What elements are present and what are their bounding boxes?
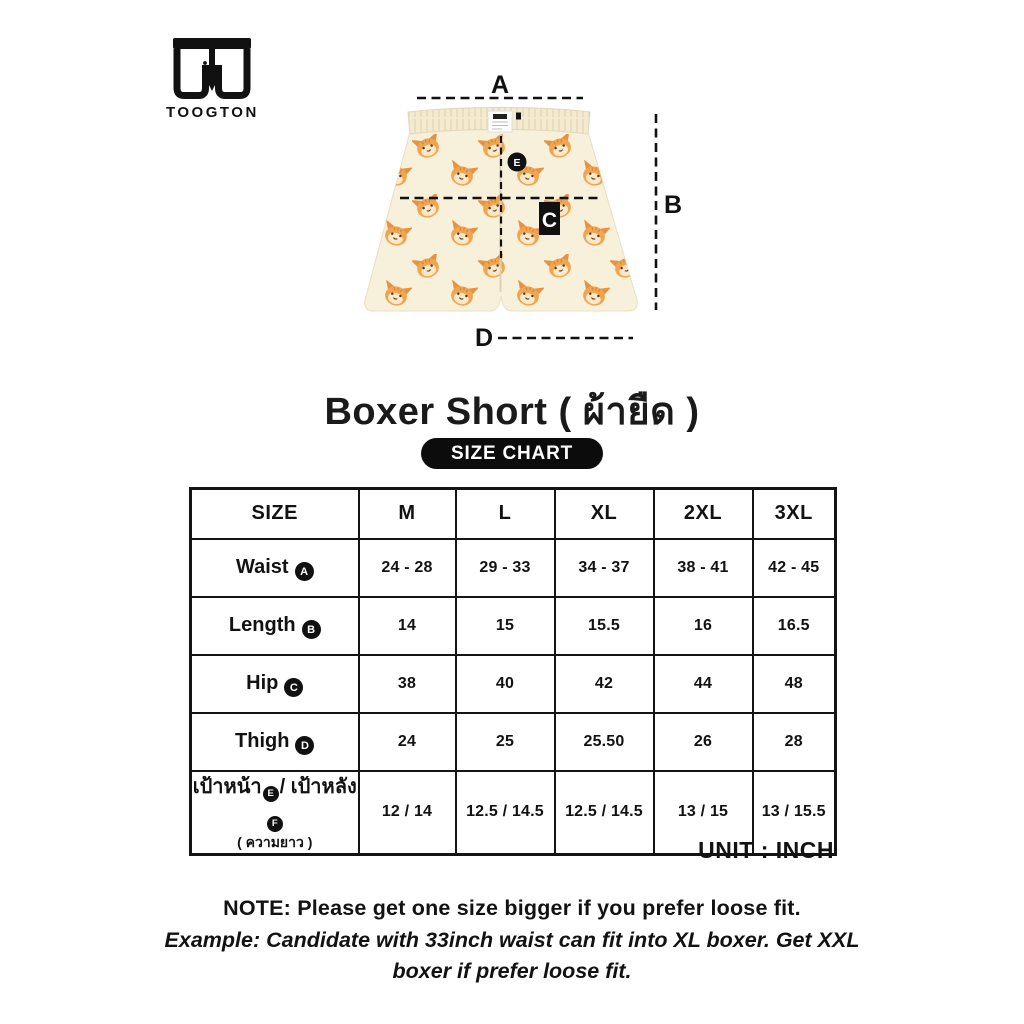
brand-logo	[166, 38, 258, 121]
table-cell: 28	[753, 713, 836, 771]
table-cell: 24 - 28	[359, 539, 456, 597]
table-row-length	[191, 597, 836, 655]
table-cell: 13 / 15.5	[753, 771, 836, 855]
table-cell: 12.5 / 14.5	[555, 771, 654, 855]
table-cell: 34 - 37	[555, 539, 654, 597]
table-cell: 25.50	[555, 713, 654, 771]
row-label-hip	[191, 655, 359, 713]
note-line1: NOTE: Please get one size bigger if you prefer loose fit.	[223, 896, 801, 920]
boxer-shorts-logo-icon	[172, 38, 252, 100]
measure-label-c: C	[541, 209, 558, 232]
marker-badge-b: B	[302, 620, 321, 639]
table-cell: 38 - 41	[654, 539, 753, 597]
table-cell: 48	[753, 655, 836, 713]
label-front-crotch: เป้าหน้า	[192, 775, 262, 798]
measure-label-d: D	[474, 324, 494, 352]
column-header-3xl: 3XL	[753, 489, 836, 539]
row-label-thigh	[191, 713, 359, 771]
note-line2: Example: Candidate with 33inch waist can fit into XL boxer. Get XXL boxer if prefer loose fit.	[164, 928, 860, 983]
table-cell: 40	[456, 655, 555, 713]
label-length-sub: ( ความยาว )	[237, 833, 313, 850]
table-cell: 12 / 14	[359, 771, 456, 855]
brand-name: TOOGTON	[166, 104, 259, 121]
row-label-waist	[191, 539, 359, 597]
table-row-hip	[191, 655, 836, 713]
table-row-thigh	[191, 713, 836, 771]
marker-badge-e: E	[263, 786, 279, 802]
column-header-2xl: 2XL	[654, 489, 753, 539]
table-cell: 15.5	[555, 597, 654, 655]
marker-badge-f: F	[267, 816, 283, 832]
label-back-crotch: เป้าหลัง	[290, 775, 357, 798]
table-cell: 24	[359, 713, 456, 771]
table-row-waist	[191, 539, 836, 597]
row-label-text: Length	[228, 613, 296, 636]
row-label-length	[191, 597, 359, 655]
table-cell: 26	[654, 713, 753, 771]
size-chart-table	[189, 487, 837, 856]
table-cell: 16	[654, 597, 753, 655]
measure-label-b: B	[663, 191, 683, 219]
column-header-l: L	[456, 489, 555, 539]
row-label-text: Thigh	[235, 729, 290, 752]
unit-label: UNIT : INCH	[698, 837, 834, 863]
marker-badge-c: C	[284, 678, 303, 697]
marker-badge-a: A	[295, 562, 314, 581]
measurement-diagram	[340, 70, 690, 360]
table-cell: 25	[456, 713, 555, 771]
table-cell: 16.5	[753, 597, 836, 655]
row-label-text: Hip	[246, 671, 279, 694]
table-cell: 29 - 33	[456, 539, 555, 597]
marker-badge-d: D	[295, 736, 314, 755]
table-cell: 42	[555, 655, 654, 713]
table-cell: 13 / 15	[654, 771, 753, 855]
row-label-text	[193, 776, 357, 828]
column-header-m: M	[359, 489, 456, 539]
measure-label-e: E	[513, 157, 521, 169]
size-chart-badge: SIZE CHART	[421, 438, 603, 469]
table-cell: 14	[359, 597, 456, 655]
table-header-row	[191, 489, 836, 539]
table-cell: 12.5 / 14.5	[456, 771, 555, 855]
row-label-text: Waist	[235, 555, 289, 578]
measure-label-a: A	[490, 71, 510, 99]
table-cell: 44	[654, 655, 753, 713]
table-cell: 15	[456, 597, 555, 655]
column-header-xl: XL	[555, 489, 654, 539]
column-header-size: SIZE	[191, 489, 359, 539]
label-separator: /	[279, 775, 291, 798]
boxer-shorts-illustration	[340, 70, 690, 360]
table-cell: 38	[359, 655, 456, 713]
note-section	[0, 896, 1024, 986]
product-title: Boxer Short ( ผ้ายืด )	[324, 391, 700, 433]
table-cell: 42 - 45	[753, 539, 836, 597]
